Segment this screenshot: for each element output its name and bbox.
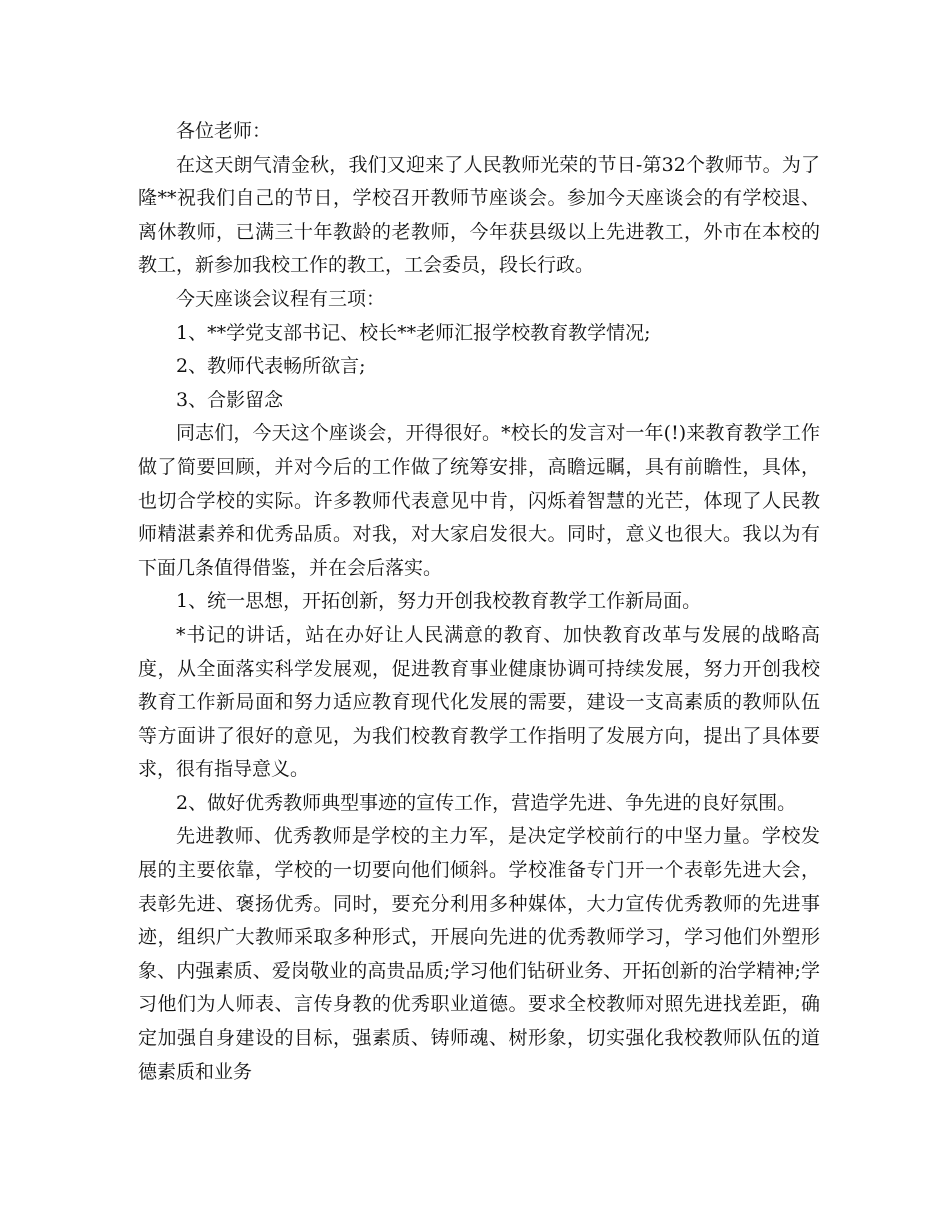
point-1-heading: 1、统一思想，开拓创新，努力开创我校教育教学工作新局面。: [176, 590, 702, 613]
point-1-body: *书记的讲话，站在办好让人民满意的教育、加快教育改革与发展的战略高度，从全面落实科学发展观，促进教育事业健康协调可持续发展，努力开创我校教育工作新局面和努力适应教育现代化发展的需要，建设一支高素质的教师队伍等方面讲了很好的意见，为我们校教育教学工作指明了发展方向，提出了具体要求，很有指导意义。: [138, 623, 820, 781]
salutation: 各位老师：: [176, 120, 272, 142]
paragraph-summary: 同志们，今天这个座谈会，开得很好。*校长的发言对一年(!)来教育教学工作做了简要回顾，并对今后的工作做了统筹安排，高瞻远瞩，具有前瞻性，具体，也切合学校的实际。许多教师代表意见中肯，闪烁着智慧的光芒，体现了人民教师精湛素养和优秀品质。对我，对大家启发很大。同时，意义也很大。我以为有下面几条值得借鉴，并在会后落实。: [138, 422, 820, 579]
paragraph-intro: 在这天朗气清金秋，我们又迎来了人民教师光荣的节日-第32个教师节。为了隆**祝我们自己的节日，学校召开教师节座谈会。参加今天座谈会的有学校退、离休教师，已满三十年教龄的老教师，今年获县级以上先进教工，外市在本校的教工，新参加我校工作的教工，工会委员，段长行政。: [138, 153, 820, 277]
agenda-item-3: 3、合影留念: [176, 388, 284, 411]
paragraph-agenda-heading: 今天座谈会议程有三项：: [176, 287, 386, 310]
agenda-item-2: 2、教师代表畅所欲言;: [176, 355, 366, 378]
point-2-body: 先进教师、优秀教师是学校的主力军，是决定学校前行的中坚力量。学校发展的主要依靠，学校的一切要向他们倾斜。学校准备专门开一个表彰先进大会，表彰先进、褒扬优秀。同时，要充分利用多种媒体，大力宣传优秀教师的先进事迹，组织广大教师采取多种形式，开展向先进的优秀教师学习，学习他们外塑形象、内强素质、爱岗敬业的高贵品质;学习他们钻研业务、开拓创新的治学精神;学习他们为人师表、言传身教的优秀职业道德。要求全校教师对照先进找差距，确定加强自身建设的目标，强素质、铸师魂、树形象，切实强化我校教师队伍的道德素质和业务: [138, 825, 820, 1083]
point-2-heading: 2、做好优秀教师典型事迹的宣传工作，营造学先进、争先进的良好氛围。: [176, 791, 797, 814]
agenda-item-1: 1、**学党支部书记、校长**老师汇报学校教育教学情况;: [176, 321, 651, 344]
document-body: [138, 115, 820, 1089]
